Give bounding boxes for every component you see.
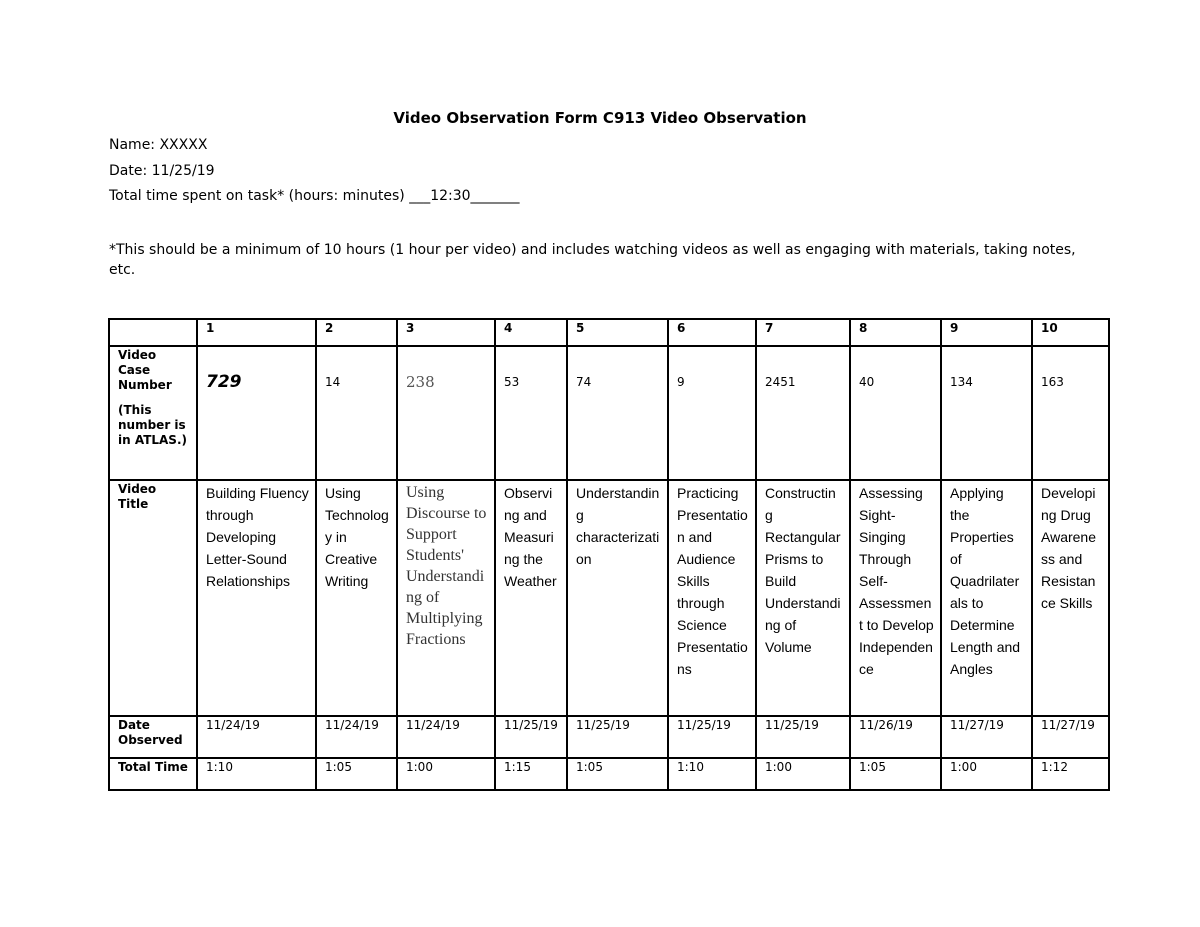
video-title-cell: Applying the Properties of Quadrilaterals to Determine Length and Angles bbox=[941, 480, 1032, 716]
case-number-cell: 40 bbox=[850, 346, 941, 480]
case-number-cell: 729 bbox=[197, 346, 316, 480]
video-title-cell: Building Fluency through Developing Letter-Sound Relationships bbox=[197, 480, 316, 716]
header-cell: 5 bbox=[567, 319, 668, 346]
header-cell: 10 bbox=[1032, 319, 1109, 346]
case-number-cell: 74 bbox=[567, 346, 668, 480]
date-observed-cell: 11/25/19 bbox=[567, 716, 668, 758]
date-line: Date: 11/25/19 bbox=[109, 163, 215, 179]
header-cell: 7 bbox=[756, 319, 850, 346]
total-time-cell: 1:00 bbox=[397, 758, 495, 790]
case-number-label: Video Case Number bbox=[118, 348, 172, 392]
total-time-cell: 1:00 bbox=[756, 758, 850, 790]
date-observed-cell: 11/25/19 bbox=[495, 716, 567, 758]
video-title-cell: Practicing Presentation and Audience Skills through Science Presentations bbox=[668, 480, 756, 716]
case-number-row bbox=[109, 346, 1109, 480]
total-time-line: Total time spent on task* (hours: minutes) ___12:30_______ bbox=[109, 188, 520, 204]
header-cell: 2 bbox=[316, 319, 397, 346]
total-time-row bbox=[109, 758, 1109, 790]
header-cell: 1 bbox=[197, 319, 316, 346]
video-title-cell: Developing Drug Awareness and Resistance Skills bbox=[1032, 480, 1109, 716]
case-number-cell: 14 bbox=[316, 346, 397, 480]
header-cell: 6 bbox=[668, 319, 756, 346]
total-time-cell: 1:10 bbox=[197, 758, 316, 790]
case-number-note: (This number is in ATLAS.) bbox=[118, 403, 187, 447]
header-row bbox=[109, 319, 1109, 346]
video-title-cell: Constructing Rectangular Prisms to Build Understanding of Volume bbox=[756, 480, 850, 716]
total-time-cell: 1:05 bbox=[316, 758, 397, 790]
date-observed-cell: 11/24/19 bbox=[197, 716, 316, 758]
header-cell: 4 bbox=[495, 319, 567, 346]
case-number-cell: 9 bbox=[668, 346, 756, 480]
header-cell: 3 bbox=[397, 319, 495, 346]
date-observed-cell: 11/25/19 bbox=[756, 716, 850, 758]
total-time-cell: 1:05 bbox=[850, 758, 941, 790]
video-title-cell: Using Technology in Creative Writing bbox=[316, 480, 397, 716]
header-cell bbox=[109, 319, 197, 346]
date-observed-cell: 11/24/19 bbox=[316, 716, 397, 758]
observation-table bbox=[108, 318, 1110, 791]
date-observed-cell: 11/27/19 bbox=[941, 716, 1032, 758]
video-title-row bbox=[109, 480, 1109, 716]
total-time-cell: 1:12 bbox=[1032, 758, 1109, 790]
video-title-cell: Understanding characterization bbox=[567, 480, 668, 716]
case-number-cell: 238 bbox=[397, 346, 495, 480]
row-label-date-observed: Date Observed bbox=[109, 716, 197, 758]
row-label-case-number bbox=[109, 346, 197, 480]
instruction-note: *This should be a minimum of 10 hours (1 hour per video) and includes watching videos as well as engaging with materials, taking notes, etc. bbox=[109, 242, 1076, 278]
case-number-cell: 53 bbox=[495, 346, 567, 480]
date-observed-cell: 11/25/19 bbox=[668, 716, 756, 758]
header-cell: 8 bbox=[850, 319, 941, 346]
date-observed-cell: 11/26/19 bbox=[850, 716, 941, 758]
video-title-cell: Assessing Sight-Singing Through Self-Assessment to Develop Independence bbox=[850, 480, 941, 716]
date-observed-row bbox=[109, 716, 1109, 758]
date-observed-cell: 11/27/19 bbox=[1032, 716, 1109, 758]
total-time-cell: 1:00 bbox=[941, 758, 1032, 790]
video-title-cell: Observing and Measuring the Weather bbox=[495, 480, 567, 716]
form-title: Video Observation Form C913 Video Observation bbox=[393, 109, 807, 127]
total-time-cell: 1:05 bbox=[567, 758, 668, 790]
name-line: Name: XXXXX bbox=[109, 137, 208, 153]
row-label-total-time: Total Time bbox=[109, 758, 197, 790]
header-cell: 9 bbox=[941, 319, 1032, 346]
video-title-cell: Using Discourse to Support Students' Understanding of Multiplying Fractions bbox=[397, 480, 495, 716]
row-label-video-title: Video Title bbox=[109, 480, 197, 716]
date-observed-cell: 11/24/19 bbox=[397, 716, 495, 758]
case-number-cell: 2451 bbox=[756, 346, 850, 480]
total-time-cell: 1:15 bbox=[495, 758, 567, 790]
total-time-cell: 1:10 bbox=[668, 758, 756, 790]
case-number-cell: 134 bbox=[941, 346, 1032, 480]
case-number-cell: 163 bbox=[1032, 346, 1109, 480]
